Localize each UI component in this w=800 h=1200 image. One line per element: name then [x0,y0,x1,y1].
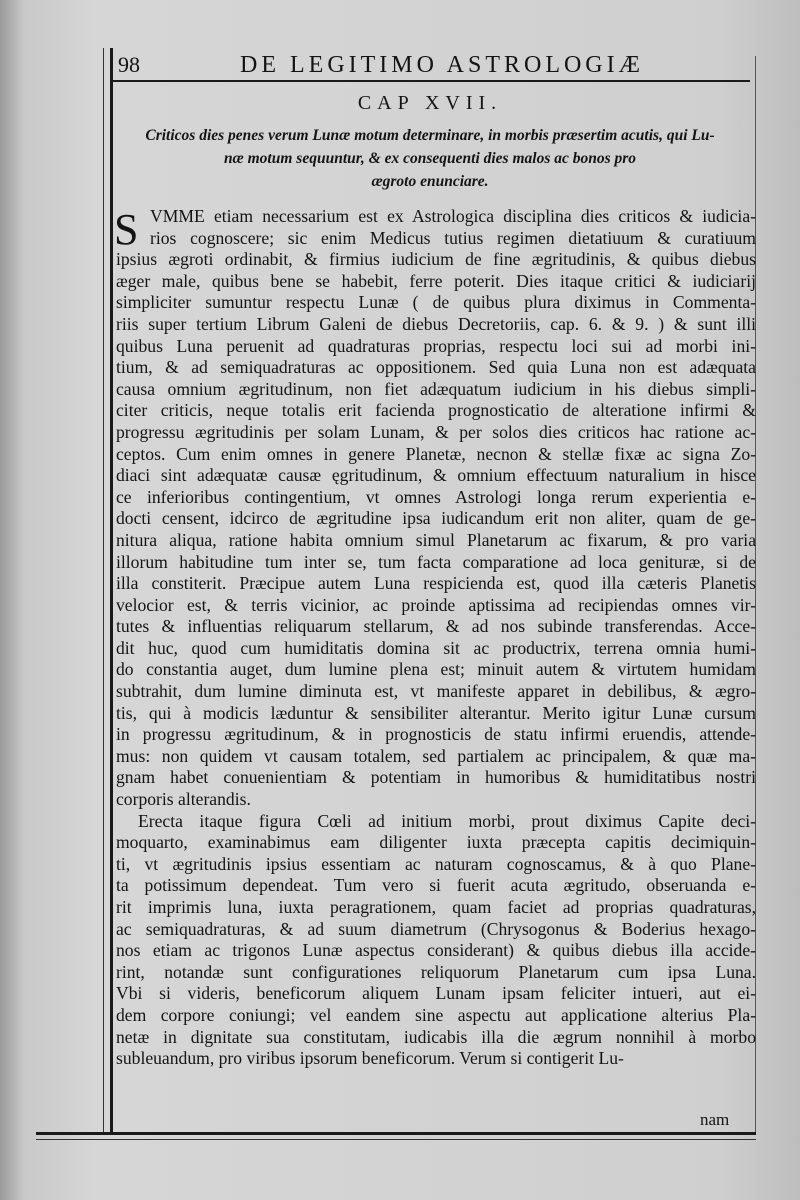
body-line: rit imprimis luna, iuxta peragrationem, quam faciet ad proprias quadraturas, [116,897,756,917]
body-line: ceptos. Cum enim omnes in genere Planetæ, necnon & stellæ fixæ ac signa Zo- [116,443,756,464]
body-line: velocior est, & terris vicinior, ac proinde aptissima ad recipiendas omnes vir- [116,594,756,615]
body-line: nos etiam ac trigonos Lunæ aspectus considerant) & quibus diebus illa accide- [116,940,756,961]
margin-rule-inner [110,48,113,1133]
body-line: ta potissimum dependeat. Tum vero si fuerit acuta ægritudo, obseruanda e- [116,875,756,896]
catchword: nam [700,1110,730,1129]
body-line: tis, qui à modicis læduntur & sensibiliter alterantur. Merito igitur Lunæ cursum [116,702,756,723]
body-line: docti censent, idcirco de ægritudine ipsa iudicandum erit non aliter, quam de ge- [116,508,756,529]
subtitle-line: ægroto enunciare. [371,173,489,190]
subtitle-line: Criticos dies penes verum Lunæ motum determinare, in morbis præsertim acutis, qui Lu- [145,127,715,144]
body-line: Erecta itaque figura Cœli ad initium morbi, prout diximus Capite deci- [138,810,756,831]
body-line: illa constiterit. Præcipue autem Luna respicienda est, quod illa cæteris Planetis [116,573,756,594]
body-text [116,206,756,1070]
body-line: ipsius ægroti ordinabit, & firmius iudicium de fine ægritudinis, & quibus diebus [116,249,756,270]
footer-rule [36,1132,756,1135]
body-line: nitura aliqua, ratione habita omnium simul Planetarum ac fixarum, & pro varia [116,529,756,550]
body-line: ce inferioribus contingentium, vt omnes Astrologi longa rerum experientia e- [116,486,756,507]
body-line: simpliciter sumuntur respectu Lunæ ( de quibus plura diximus in Commenta- [116,292,756,313]
body-line: subtrahit, dum lumine diminuta est, vt manifeste apparet in debilibus, & ægro- [116,681,756,702]
body-line: rint, notandæ sunt configurationes reliquorum Planetarum cum ipsa Luna. [116,961,756,982]
body-line: in progressu ægritudinum, & in prognosticis de statu infirmi eruendis, attende- [116,724,756,745]
body-line: causa omnium ægritudinum, non fiet adæquatum iudicium in his diebus simpli- [116,378,756,399]
body-line: riis super tertium Librum Galeni de diebus Decretoriis, cap. 6. & 9. ) & sunt illi [116,313,756,334]
body-line: ac semiquadraturas, & ad suum diametrum (Chrysogonus & Boderius hexago- [116,918,756,939]
header-rule [110,80,750,82]
running-title: DE LEGITIMO ASTROLOGIÆ [240,52,644,78]
body-line: tium, & ad semiquadraturas ac oppositionem. Sed quia Luna non est adæquata [116,357,756,378]
body-line: citer criticis, neque totalis erit facienda prognosticatio de alteratione infirmi & [116,400,756,421]
footer-rule-thin [36,1139,756,1140]
body-line: mus: non quidem vt causam totalem, sed partialem ac principalem, & quæ ma- [116,745,756,766]
body-line: netæ in dignitate sua constitutam, iudicabis illa die ægrum nonnihil à morbo [116,1026,756,1047]
body-line: subleuandum, pro viribus ipsorum beneficorum. Verum si contigerit Lu- [116,1048,624,1069]
body-line: dem corpore coniungi; vel eandem sine aspectu aut applicatione alterius Pla- [116,1004,756,1025]
body-line: tutes & influentias reliquarum stellarum, & ad nos subinde transferendas. Acce- [116,616,756,637]
chapter-subtitle [125,124,735,193]
body-line: Vbi si videris, beneficorum aliquem Lunam ipsam feliciter intueri, aut ei- [116,983,756,1004]
page-number: 98 [118,52,140,77]
body-line: illorum habitudine tum inter se, tum facta comparatione ad loca genituræ, si de [116,551,756,572]
drop-cap: S [114,205,139,254]
subtitle-line: næ motum sequuntur, & ex consequenti dies malos ac bonos pro [223,150,637,167]
body-line: gnam habet conuenientiam & potentiam in humoribus & humiditatibus nostri [116,767,756,788]
margin-rule-outer [103,48,104,1133]
body-line: quibus Luna peruenit ad quadraturas proprias, respectu loci sui ad morbi ini- [116,335,756,356]
body-line: do constantia auget, dum lumine plena est; minuit autem & virtutem humidam [116,659,756,680]
body-line: corporis alterandis. [116,789,251,810]
body-line: æger male, quibus bene se habebit, ferre poterit. Dies itaque critici & iudiciarij [116,270,756,291]
body-line: moquarto, examinabimus eam diligenter iuxta præcepta capitis decimiquin- [116,832,756,853]
chapter-heading: CAP XVII. [357,92,503,114]
body-line: ti, vt ægritudinis ipsius essentiam ac naturam cognoscamus, & à quo Plane- [116,853,756,874]
body-line: diaci sint adæquatæ causæ ęgritudinum, & omnium effectuum naturalium in hisce [116,465,756,486]
body-line: dit huc, quod cum humiditatis domina sit ac productrix, terrena omnia humi- [116,637,756,658]
body-line: VMME etiam necessarium est ex Astrologica disciplina dies criticos & iudicia- S [114,205,756,254]
body-line: progressu ægritudinis per solam Lunam, & per solos dies criticos hac ratione ac- [116,421,756,442]
body-line: rios cognoscere; sic enim Medicus tutius regimen dietatiuum & curatiuum [150,227,756,248]
running-head [110,52,750,76]
